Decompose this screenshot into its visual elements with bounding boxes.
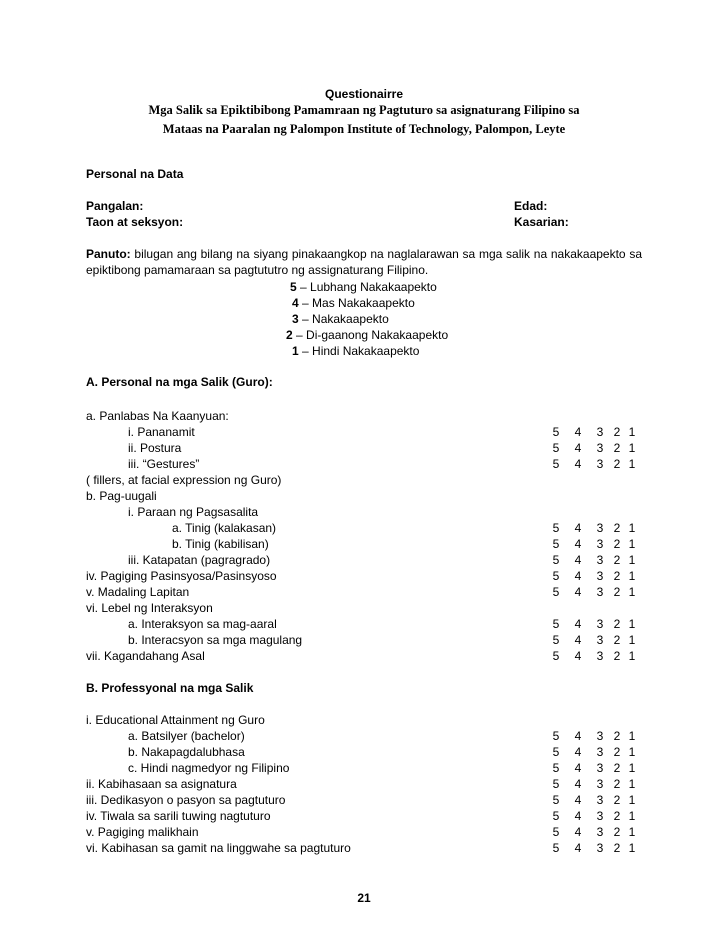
rating-option-5[interactable]: 5 [552,809,560,823]
rating-option-1[interactable]: 1 [628,441,636,455]
rating-option-2[interactable]: 2 [613,569,621,583]
rating-option-3[interactable]: 3 [596,457,604,471]
rating-option-3[interactable]: 3 [596,825,604,839]
questionnaire-item: iii. Katapatan (pagragrado) [128,553,271,567]
rating-option-3[interactable]: 3 [596,793,604,807]
rating-option-3[interactable]: 3 [596,633,604,647]
rating-option-4[interactable]: 4 [574,825,582,839]
rating-option-3[interactable]: 3 [596,441,604,455]
rating-option-4[interactable]: 4 [574,457,582,471]
rating-option-2[interactable]: 2 [613,537,621,551]
legend-item [292,295,415,311]
rating-option-3[interactable]: 3 [596,425,604,439]
rating-scale [0,568,728,584]
rating-option-4[interactable]: 4 [574,777,582,791]
rating-scale [0,776,728,792]
questionnaire-item: b. Tinig (kabilisan) [172,537,269,551]
legend-text: Nakakaapekto [312,312,389,326]
questionnaire-item: b. Nakapagdalubhasa [128,745,245,759]
rating-option-5[interactable]: 5 [552,745,560,759]
questionnaire-item: c. Hindi nagmedyor ng Filipino [128,761,290,775]
legend-item [292,343,419,359]
rating-option-1[interactable]: 1 [628,569,636,583]
questionnaire-item: a. Interaksyon sa mag-aaral [128,617,277,631]
rating-option-1[interactable]: 1 [628,425,636,439]
rating-option-2[interactable]: 2 [613,761,621,775]
legend-text: Hindi Nakakaapekto [312,344,420,358]
questionnaire-title: Questionairre [324,87,404,101]
rating-option-3[interactable]: 3 [596,729,604,743]
rating-option-4[interactable]: 4 [574,649,582,663]
rating-option-3[interactable]: 3 [596,745,604,759]
rating-option-5[interactable]: 5 [552,793,560,807]
rating-scale [0,424,728,440]
rating-option-5[interactable]: 5 [552,617,560,631]
rating-option-1[interactable]: 1 [628,793,636,807]
instructions-line-2: epiktibong pamamaraan sa pagtututro ng assignaturang Filipino. [86,263,429,277]
questionnaire-item: i. Educational Attainment ng Guro [86,713,265,727]
rating-option-4[interactable]: 4 [574,569,582,583]
questionnaire-item: i. Pananamit [128,425,195,439]
rating-scale [0,792,728,808]
legend-item [292,311,389,327]
rating-option-3[interactable]: 3 [596,569,604,583]
questionnaire-item: b. Pag-uugali [86,489,157,503]
rating-option-2[interactable]: 2 [613,633,621,647]
rating-option-4[interactable]: 4 [574,745,582,759]
rating-option-3[interactable]: 3 [596,649,604,663]
rating-option-2[interactable]: 2 [613,521,621,535]
section-a-heading: A. Personal na mga Salik (Guro): [86,375,273,389]
rating-scale [0,456,728,472]
rating-option-1[interactable]: 1 [628,617,636,631]
rating-option-3[interactable]: 3 [596,809,604,823]
rating-option-2[interactable]: 2 [613,553,621,567]
rating-option-4[interactable]: 4 [574,809,582,823]
sex-label: Kasarian: [514,215,569,229]
rating-option-5[interactable]: 5 [552,457,560,471]
instructions-text-1: bilugan ang bilang na siyang pinakaangkop na naglalarawan sa mga salik na nakakaapekto sa [134,247,643,261]
rating-scale [0,824,728,840]
rating-option-3[interactable]: 3 [596,841,604,855]
rating-option-5[interactable]: 5 [552,729,560,743]
legend-number: 1 [292,344,299,358]
rating-option-3[interactable]: 3 [596,617,604,631]
rating-scale [0,744,728,760]
year-section-label: Taon at seksyon: [86,215,184,229]
rating-option-1[interactable]: 1 [628,521,636,535]
rating-option-2[interactable]: 2 [613,441,621,455]
study-title-line-2: Mataas na Paaralan ng Palompon Institute of Technology, Palompon, Leyte [162,122,566,136]
rating-option-4[interactable]: 4 [574,441,582,455]
questionnaire-item: vii. Kagandahang Asal [86,649,205,663]
questionnaire-item: i. Paraan ng Pagsasalita [128,505,259,519]
questionnaire-item: iv. Tiwala sa sarili tuwing nagtuturo [86,809,271,823]
rating-option-4[interactable]: 4 [574,761,582,775]
questionnaire-item: a. Panlabas Na Kaanyuan: [86,409,229,423]
questionnaire-item: b. Interacsyon sa mga magulang [128,633,303,647]
rating-option-2[interactable]: 2 [613,649,621,663]
rating-option-2[interactable]: 2 [613,457,621,471]
legend-number: 4 [292,296,299,310]
rating-option-1[interactable]: 1 [628,761,636,775]
rating-option-2[interactable]: 2 [613,825,621,839]
rating-option-5[interactable]: 5 [552,649,560,663]
study-title-line-1: Mga Salik sa Epiktibibong Pamamraan ng Pagtuturo sa asignaturang Filipino sa [148,103,580,117]
rating-option-1[interactable]: 1 [628,729,636,743]
rating-scale [0,728,728,744]
rating-option-1[interactable]: 1 [628,777,636,791]
rating-option-3[interactable]: 3 [596,761,604,775]
questionnaire-item: ii. Postura [128,441,182,455]
rating-option-4[interactable]: 4 [574,425,582,439]
rating-option-3[interactable]: 3 [596,521,604,535]
rating-scale [0,760,728,776]
instructions-label: Panuto: [86,247,131,261]
rating-option-2[interactable]: 2 [613,777,621,791]
questionnaire-item: v. Madaling Lapitan [86,585,190,599]
rating-option-4[interactable]: 4 [574,537,582,551]
rating-scale [0,536,728,552]
rating-option-1[interactable]: 1 [628,537,636,551]
questionnaire-item: v. Pagiging malikhain [86,825,199,839]
rating-scale [0,440,728,456]
questionnaire-item: iii. “Gestures” [128,457,200,471]
questionnaire-item: iii. Dedikasyon o pasyon sa pagtuturo [86,793,286,807]
legend-separator: – [298,296,313,310]
questionnaire-item: iv. Pagiging Pasinsyosa/Pasinsyoso [86,569,277,583]
rating-option-5[interactable]: 5 [552,841,560,855]
legend-item [290,279,437,295]
rating-option-5[interactable]: 5 [552,585,560,599]
name-label: Pangalan: [86,199,144,213]
rating-option-1[interactable]: 1 [628,553,636,567]
rating-option-4[interactable]: 4 [574,793,582,807]
rating-scale [0,616,728,632]
rating-option-5[interactable]: 5 [552,441,560,455]
rating-scale [0,552,728,568]
legend-separator: – [298,312,313,326]
rating-option-4[interactable]: 4 [574,553,582,567]
rating-scale [0,648,728,664]
rating-option-2[interactable]: 2 [613,745,621,759]
rating-option-2[interactable]: 2 [613,617,621,631]
rating-option-2[interactable]: 2 [613,585,621,599]
rating-option-3[interactable]: 3 [596,777,604,791]
rating-option-1[interactable]: 1 [628,633,636,647]
rating-scale [0,584,728,600]
questionnaire-item: vi. Lebel ng Interaksyon [86,601,213,615]
rating-option-1[interactable]: 1 [628,841,636,855]
legend-number: 5 [290,280,297,294]
rating-option-5[interactable]: 5 [552,633,560,647]
rating-scale [0,808,728,824]
rating-option-1[interactable]: 1 [628,585,636,599]
rating-scale [0,632,728,648]
rating-option-5[interactable]: 5 [552,425,560,439]
rating-option-4[interactable]: 4 [574,521,582,535]
questionnaire-item: vi. Kabihasan sa gamit na linggwahe sa pagtuturo [86,841,351,855]
rating-option-5[interactable]: 5 [552,537,560,551]
legend-separator: – [298,344,313,358]
personal-data-heading: Personal na Data [86,167,184,181]
rating-option-1[interactable]: 1 [628,745,636,759]
section-b-heading: B. Professyonal na mga Salik [86,681,254,695]
legend-text: Mas Nakakaapekto [312,296,415,310]
rating-option-5[interactable]: 5 [552,761,560,775]
legend-number: 3 [292,312,299,326]
rating-option-5[interactable]: 5 [552,777,560,791]
rating-scale [0,840,728,856]
rating-option-5[interactable]: 5 [552,569,560,583]
questionnaire-item: ii. Kabihasaan sa asignatura [86,777,237,791]
rating-option-4[interactable]: 4 [574,585,582,599]
rating-option-2[interactable]: 2 [613,841,621,855]
legend-separator: – [292,328,307,342]
rating-option-2[interactable]: 2 [613,793,621,807]
questionnaire-item: a. Tinig (kalakasan) [172,521,277,535]
rating-option-5[interactable]: 5 [552,521,560,535]
page-number: 21 [357,891,371,905]
rating-option-3[interactable]: 3 [596,553,604,567]
rating-option-5[interactable]: 5 [552,825,560,839]
rating-option-1[interactable]: 1 [628,457,636,471]
rating-option-3[interactable]: 3 [596,585,604,599]
rating-option-2[interactable]: 2 [613,729,621,743]
legend-number: 2 [286,328,293,342]
legend-item [286,327,448,343]
age-label: Edad: [514,199,548,213]
questionnaire-item: a. Batsilyer (bachelor) [128,729,245,743]
rating-option-3[interactable]: 3 [596,537,604,551]
rating-scale [0,520,728,536]
legend-separator: – [296,280,311,294]
rating-option-5[interactable]: 5 [552,553,560,567]
rating-option-2[interactable]: 2 [613,425,621,439]
rating-option-4[interactable]: 4 [574,841,582,855]
rating-option-4[interactable]: 4 [574,633,582,647]
rating-option-4[interactable]: 4 [574,729,582,743]
instructions-line-1 [86,246,642,262]
rating-option-1[interactable]: 1 [628,649,636,663]
legend-text: Di-gaanong Nakakaapekto [306,328,449,342]
rating-option-1[interactable]: 1 [628,825,636,839]
rating-option-1[interactable]: 1 [628,809,636,823]
rating-option-4[interactable]: 4 [574,617,582,631]
legend-text: Lubhang Nakakaapekto [310,280,437,294]
rating-option-2[interactable]: 2 [613,809,621,823]
questionnaire-item: ( fillers, at facial expression ng Guro) [86,473,282,487]
